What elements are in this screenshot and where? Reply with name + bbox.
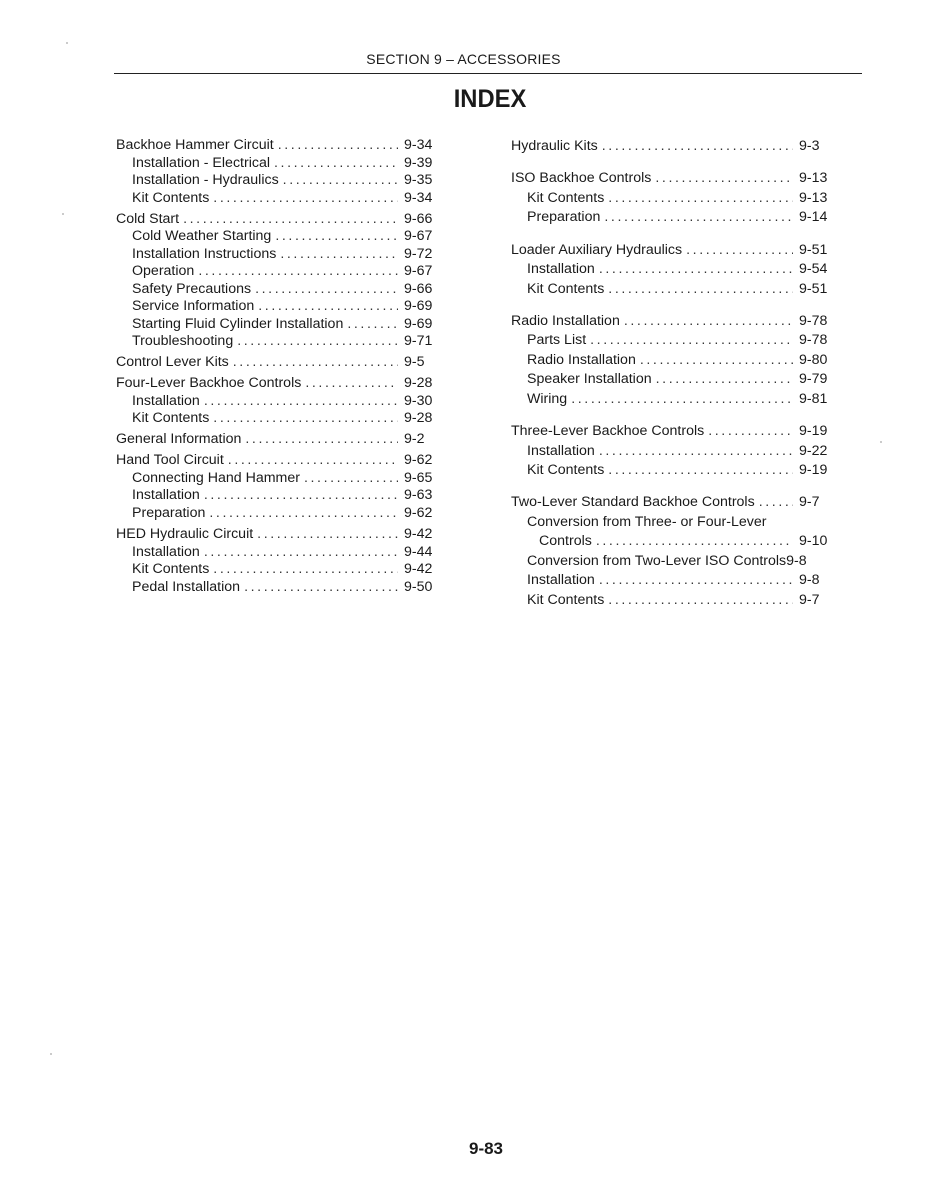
dot-leader <box>204 487 398 505</box>
entry-label: Parts List <box>527 332 587 349</box>
index-heading[interactable] <box>116 137 438 155</box>
index-subentry[interactable] <box>116 190 438 208</box>
dot-leader <box>624 312 793 332</box>
index-subentry[interactable] <box>511 331 833 351</box>
index-group <box>511 422 833 481</box>
index-group <box>116 137 438 207</box>
entry-label: Service Information <box>132 298 255 315</box>
dot-leader <box>608 461 793 481</box>
entry-page-ref: 9-51 <box>799 241 828 258</box>
entry-label: Installation - Electrical <box>132 154 270 171</box>
entry-page-ref: 9-72 <box>404 245 433 262</box>
dot-leader <box>759 493 793 513</box>
index-subentry-continuation[interactable] <box>511 532 833 552</box>
entry-page-ref: 9-67 <box>404 263 433 280</box>
index-column-right <box>511 137 833 623</box>
entry-label: Operation <box>132 263 195 280</box>
index-group <box>511 312 833 410</box>
entry-page-ref: 9-2 <box>404 431 425 448</box>
scan-speck <box>66 42 68 44</box>
entry-page-ref: 9-35 <box>404 172 433 188</box>
entry-page-ref: 9-42 <box>404 526 433 543</box>
entry-label: Connecting Hand Hammer <box>132 469 300 486</box>
entry-label: Installation <box>527 261 595 278</box>
entry-label: Kit Contents <box>132 561 210 578</box>
index-heading[interactable] <box>511 137 833 157</box>
entry-label: Installation <box>132 543 200 560</box>
dot-leader <box>590 331 793 351</box>
dot-leader <box>228 452 398 470</box>
dot-leader <box>283 172 398 190</box>
index-group <box>116 452 438 522</box>
entry-label: Installation Instructions <box>132 245 277 262</box>
entry-label: HED Hydraulic Circuit <box>116 526 254 543</box>
entry-page-ref: 9-69 <box>404 315 433 332</box>
dot-leader <box>596 532 793 552</box>
entry-label: Loader Auxiliary Hydraulics <box>511 241 683 258</box>
entry-label: Two-Lever Standard Backhoe Controls <box>511 494 755 511</box>
index-heading[interactable] <box>511 312 833 332</box>
entry-label: Four-Lever Backhoe Controls <box>116 375 302 392</box>
dot-leader <box>708 422 793 442</box>
entry-page-ref: 9-34 <box>404 189 433 206</box>
dot-leader <box>686 241 793 261</box>
entry-label: Starting Fluid Cylinder Installation <box>132 315 344 332</box>
entry-page-ref: 9-34 <box>404 137 433 153</box>
entry-label: Kit Contents <box>527 280 605 297</box>
dot-leader <box>278 137 398 155</box>
index-heading[interactable] <box>511 493 833 513</box>
entry-label: Controls <box>539 533 592 550</box>
entry-page-ref: 9-8 <box>786 552 807 569</box>
entry-label: Pedal Installation <box>132 578 241 595</box>
dot-leader <box>602 137 793 157</box>
index-subentry[interactable] <box>116 246 438 264</box>
index-group <box>116 526 438 596</box>
entry-page-ref: 9-81 <box>799 390 828 407</box>
index-subentry[interactable] <box>511 280 833 300</box>
entry-label: Installation <box>527 442 595 459</box>
entry-page-ref: 9-44 <box>404 543 433 560</box>
entry-page-ref: 9-42 <box>404 561 433 578</box>
index-subentry[interactable] <box>511 461 833 481</box>
entry-label: Control Lever Kits <box>116 354 229 371</box>
entry-label: Kit Contents <box>527 189 605 206</box>
dot-leader <box>257 526 398 544</box>
dot-leader <box>244 579 398 597</box>
entry-label: Installation <box>132 392 200 409</box>
entry-label: Cold Weather Starting <box>132 228 272 245</box>
index-subentry[interactable] <box>116 561 438 579</box>
scan-speck <box>62 213 64 215</box>
entry-page-ref: 9-66 <box>404 280 433 297</box>
entry-page-ref: 9-63 <box>404 487 433 504</box>
entry-label: Three-Lever Backhoe Controls <box>511 423 705 440</box>
entry-page-ref: 9-62 <box>404 504 433 521</box>
dot-leader <box>233 354 398 372</box>
entry-page-ref: 9-62 <box>404 452 433 469</box>
index-heading[interactable] <box>116 431 438 449</box>
entry-label: Safety Precautions <box>132 280 252 297</box>
index-subentry[interactable] <box>511 370 833 390</box>
dot-leader <box>275 228 398 246</box>
entry-page-ref: 9-13 <box>799 170 828 187</box>
entry-page-ref: 9-69 <box>404 298 433 315</box>
index-subentry[interactable] <box>511 351 833 371</box>
entry-page-ref: 9-7 <box>799 494 820 511</box>
index-subentry[interactable] <box>511 208 833 228</box>
entry-page-ref: 9-67 <box>404 228 433 245</box>
index-subentry[interactable] <box>511 591 833 611</box>
index-subentry[interactable] <box>116 544 438 562</box>
entry-page-ref: 9-22 <box>799 442 828 459</box>
entry-label: Radio Installation <box>527 351 636 368</box>
dot-leader <box>304 470 398 488</box>
entry-page-ref: 9-39 <box>404 154 433 171</box>
entry-label: Installation - Hydraulics <box>132 172 279 188</box>
index-heading[interactable] <box>116 211 438 229</box>
index-subentry[interactable] <box>116 228 438 246</box>
dot-leader <box>204 544 398 562</box>
entry-label: Installation <box>132 487 200 504</box>
dot-leader <box>599 442 793 462</box>
entry-label: Kit Contents <box>132 189 210 206</box>
entry-label: Hand Tool Circuit <box>116 452 224 469</box>
index-subentry[interactable] <box>511 260 833 280</box>
entry-label: Kit Contents <box>527 591 605 608</box>
dot-leader <box>571 390 793 410</box>
header-rule <box>114 73 862 74</box>
index-heading[interactable] <box>116 354 438 372</box>
index-heading[interactable] <box>116 375 438 393</box>
index-group <box>116 354 438 372</box>
dot-leader <box>213 561 398 579</box>
entry-page-ref: 9-28 <box>404 375 433 392</box>
page-number: 9-83 <box>468 1139 504 1158</box>
index-heading[interactable] <box>116 452 438 470</box>
entry-label: Wiring <box>527 390 568 407</box>
index-subentry[interactable] <box>116 263 438 281</box>
index-subentry[interactable] <box>116 281 438 299</box>
dot-leader <box>655 169 793 189</box>
index-subentry[interactable] <box>116 172 438 190</box>
dot-leader <box>599 571 793 591</box>
index-subentry[interactable] <box>116 298 438 316</box>
dot-leader <box>209 505 398 523</box>
entry-page-ref: 9-66 <box>404 210 433 227</box>
index-subentry[interactable] <box>511 189 833 209</box>
dot-leader <box>604 208 793 228</box>
entry-page-ref: 9-8 <box>799 572 820 589</box>
entry-label: Preparation <box>527 209 601 226</box>
index-subentry[interactable] <box>511 552 833 572</box>
entry-page-ref: 9-7 <box>799 591 820 608</box>
entry-label: Conversion from Two-Lever ISO Controls <box>527 552 787 569</box>
dot-leader <box>255 281 398 299</box>
dot-leader <box>280 246 398 264</box>
dot-leader <box>237 333 398 351</box>
index-group <box>511 169 833 228</box>
entry-page-ref: 9-71 <box>404 333 433 350</box>
entry-page-ref: 9-79 <box>799 371 828 388</box>
entry-page-ref: 9-19 <box>799 423 828 440</box>
entry-page-ref: 9-50 <box>404 578 433 595</box>
entry-page-ref: 9-19 <box>799 462 828 479</box>
entry-label: General Information <box>116 431 242 448</box>
dot-leader <box>608 591 793 611</box>
dot-leader <box>608 189 793 209</box>
index-group <box>116 211 438 351</box>
entry-page-ref: 9-78 <box>799 312 828 329</box>
index-subentry[interactable] <box>116 470 438 488</box>
entry-label: ISO Backhoe Controls <box>511 170 652 187</box>
entry-page-ref: 9-28 <box>404 410 433 427</box>
index-heading[interactable] <box>511 241 833 261</box>
dot-leader <box>213 190 398 208</box>
entry-label: Conversion from Three- or Four-Lever <box>527 513 767 530</box>
index-column-left <box>116 137 438 600</box>
index-heading[interactable] <box>511 169 833 189</box>
section-header: SECTION 9 – ACCESSORIES <box>366 51 561 67</box>
entry-page-ref: 9-14 <box>799 209 828 226</box>
scan-speck <box>880 441 882 443</box>
index-subentry[interactable] <box>116 316 438 334</box>
index-subentry[interactable] <box>116 410 438 428</box>
entry-label: Backhoe Hammer Circuit <box>116 137 274 153</box>
entry-label: Cold Start <box>116 210 180 227</box>
index-group <box>116 375 438 428</box>
entry-page-ref: 9-13 <box>799 189 828 206</box>
index-subentry[interactable] <box>116 579 438 597</box>
entry-label: Kit Contents <box>132 410 210 427</box>
index-subentry[interactable] <box>511 571 833 591</box>
index-group <box>511 241 833 300</box>
index-subentry[interactable] <box>511 442 833 462</box>
entry-label: Hydraulic Kits <box>511 138 598 154</box>
index-subentry[interactable] <box>511 513 833 533</box>
entry-page-ref: 9-54 <box>799 261 828 278</box>
dot-leader <box>198 263 398 281</box>
dot-leader <box>599 260 793 280</box>
index-subentry[interactable] <box>116 333 438 351</box>
dot-leader <box>183 211 398 229</box>
dot-leader <box>245 431 398 449</box>
entry-page-ref: 9-78 <box>799 332 828 349</box>
dot-leader <box>204 393 398 411</box>
index-subentry[interactable] <box>116 487 438 505</box>
index-group <box>511 493 833 610</box>
index-subentry[interactable] <box>116 393 438 411</box>
dot-leader <box>608 280 793 300</box>
dot-leader <box>640 351 793 371</box>
entry-page-ref: 9-80 <box>799 351 828 368</box>
entry-page-ref: 9-10 <box>799 533 828 550</box>
entry-label: Radio Installation <box>511 312 620 329</box>
index-heading[interactable] <box>511 422 833 442</box>
entry-label: Preparation <box>132 504 206 521</box>
entry-page-ref: 9-65 <box>404 469 433 486</box>
page-title: INDEX <box>453 85 527 113</box>
entry-page-ref: 9-51 <box>799 280 828 297</box>
dot-leader <box>274 155 398 173</box>
index-heading[interactable] <box>116 526 438 544</box>
dot-leader <box>656 370 793 390</box>
entry-label: Kit Contents <box>527 462 605 479</box>
dot-leader <box>213 410 398 428</box>
entry-label: Installation <box>527 572 595 589</box>
entry-page-ref: 9-5 <box>404 354 425 371</box>
entry-page-ref: 9-3 <box>799 138 820 154</box>
dot-leader <box>258 298 398 316</box>
index-subentry[interactable] <box>511 390 833 410</box>
index-subentry[interactable] <box>116 155 438 173</box>
entry-label: Speaker Installation <box>527 371 652 388</box>
index-subentry[interactable] <box>116 505 438 523</box>
index-group <box>116 431 438 449</box>
index-group <box>511 137 833 157</box>
scan-speck <box>50 1053 52 1055</box>
dot-leader <box>305 375 398 393</box>
dot-leader <box>347 316 398 334</box>
entry-label: Troubleshooting <box>132 333 234 350</box>
entry-page-ref: 9-30 <box>404 392 433 409</box>
